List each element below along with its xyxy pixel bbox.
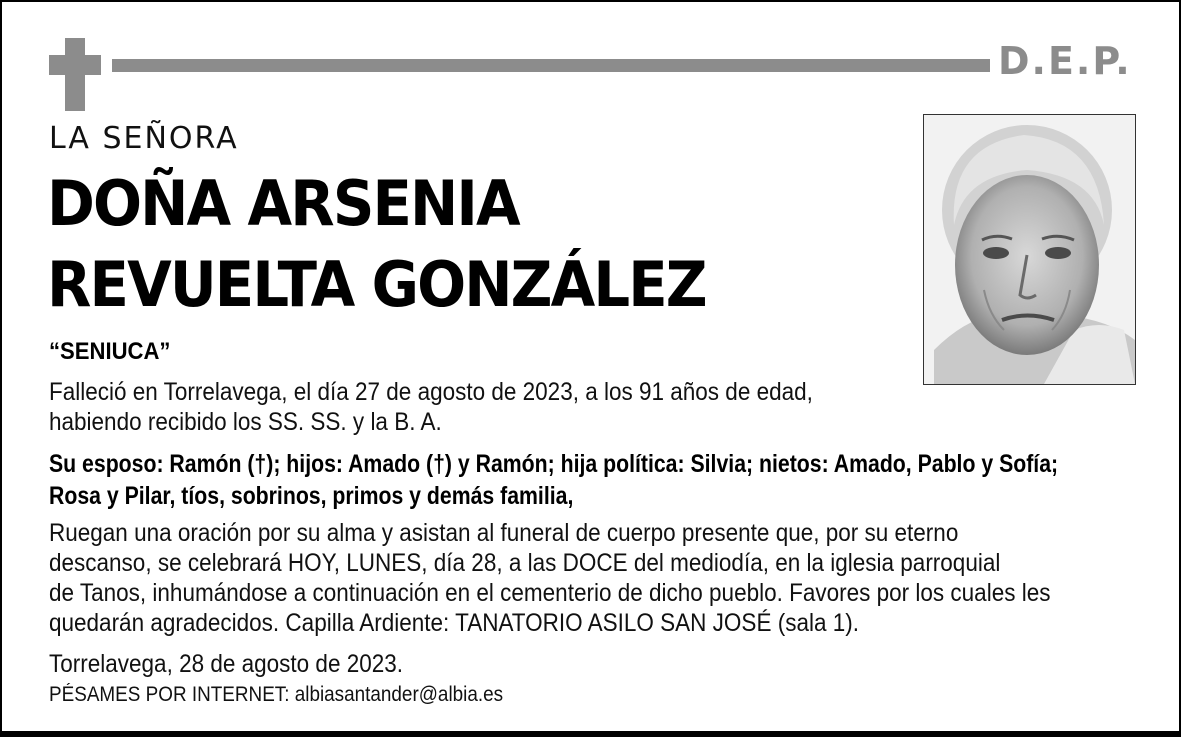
family-line2: Rosa y Pilar, tíos, sobrinos, primos y demás familia, (49, 482, 574, 510)
header-rule (112, 59, 990, 72)
funeral-line1: Ruegan una oración por su alma y asistan al funeral de cuerpo presente que, por su eterno (49, 519, 959, 547)
funeral-line2: descanso, se celebrará HOY, LUNES, día 28, a las DOCE del mediodía, en la iglesia parroquial (49, 549, 1001, 577)
title-prefix: LA SEÑORA (49, 121, 239, 156)
deceased-name-line1: DOÑA ARSENIA (47, 167, 519, 240)
portrait-photo (923, 114, 1136, 385)
condolences-line: PÉSAMES POR INTERNET: albiasantander@albia.es (49, 683, 504, 706)
dep-label: D.E.P. (998, 39, 1132, 83)
funeral-line3: de Tanos, inhumándose a continuación en el cementerio de dicho pueblo. Favores por los cuales les (49, 579, 1051, 607)
family-list (49, 448, 1058, 512)
deceased-name-line2: REVUELTA GONZÁLEZ (47, 248, 706, 321)
nickname: “SENIUCA” (49, 338, 171, 365)
family-line1: Su esposo: Ramón (†); hijos: Amado (†) y Ramón; hija política: Silvia; nietos: Amado, Pablo y Sofía; (49, 450, 1059, 478)
death-notice-line2: habiendo recibido los SS. SS. y la B. A. (49, 408, 442, 436)
place-date: Torrelavega, 28 de agosto de 2023. (49, 650, 404, 678)
funeral-details (49, 518, 1050, 638)
death-notice-line1: Falleció en Torrelavega, el día 27 de agosto de 2023, a los 91 años de edad, (49, 378, 813, 406)
funeral-line4: quedarán agradecidos. Capilla Ardiente: TANATORIO ASILO SAN JOSÉ (sala 1). (49, 609, 859, 637)
death-notice (49, 377, 813, 437)
